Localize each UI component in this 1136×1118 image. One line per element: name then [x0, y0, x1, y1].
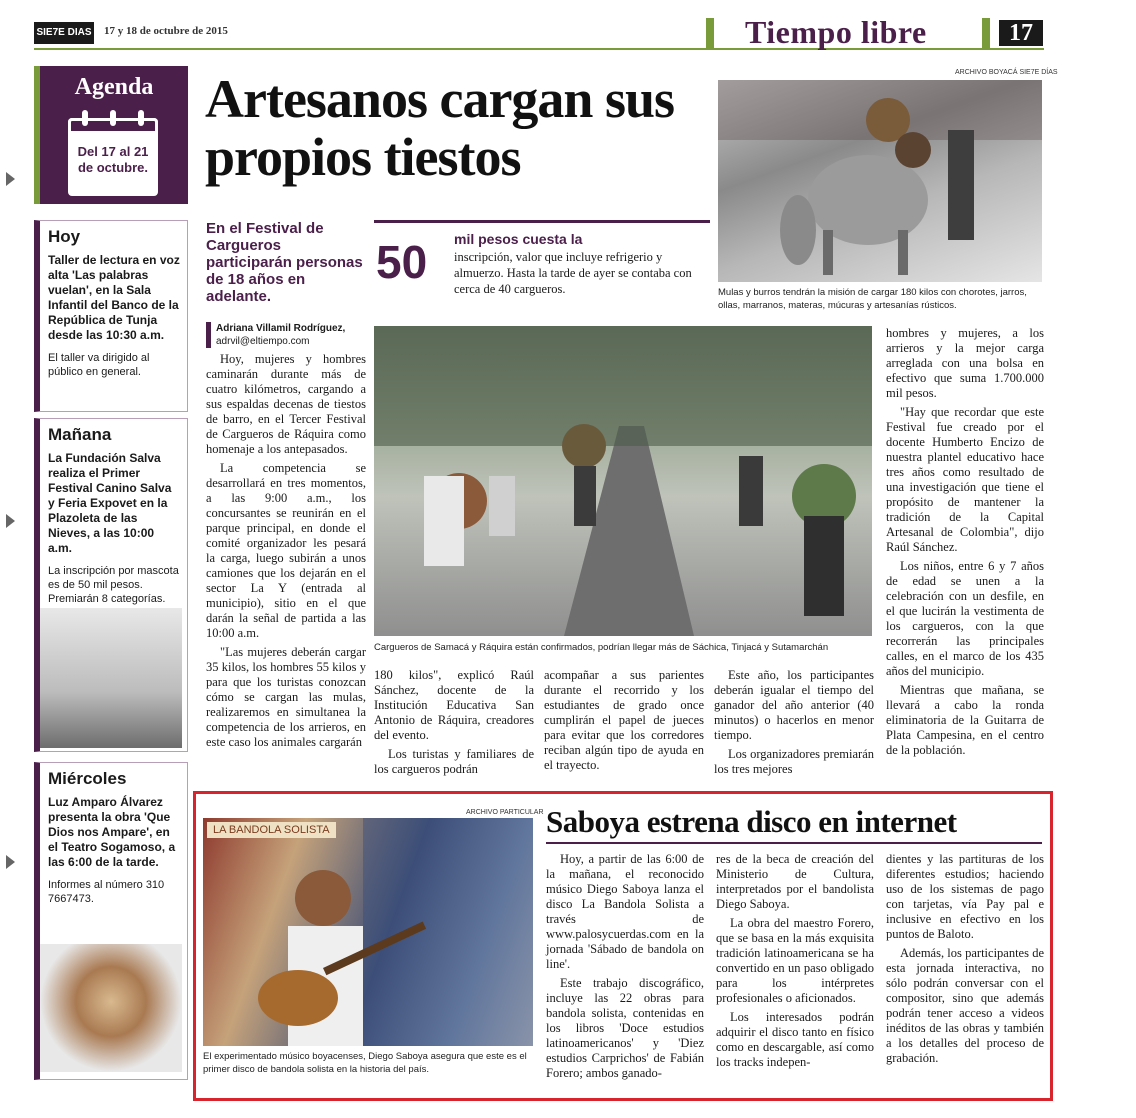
agenda-day: Mañana — [48, 425, 112, 444]
paper-name: SIE7E DIAS — [34, 22, 94, 44]
article-column-5 — [886, 326, 1044, 762]
paragraph: Los turistas y familiares de los cargueros podrán — [374, 747, 534, 776]
byline — [206, 322, 371, 348]
paragraph: Mientras que mañana, se llevará a cabo la ronda eliminatoria de la Guitarra de Plata Campesina, en el centro de la población. — [886, 683, 1044, 757]
agenda-body: Taller de lectura en voz alta 'Las palabras vuelan', en la Sala Infantil del Banco de la República de Tunja desde las 10:30 a.m. — [48, 253, 180, 342]
paragraph: hombres y mujeres, a los arrieros y la mejor carga arreglada con una bolsa en efectivo que suma 1.700.000 mil pesos. — [886, 326, 1044, 400]
header-accent — [706, 18, 714, 48]
paragraph: Los niños, entre 6 y 7 años de edad se unen a la celebración con un desfile, en el que lucirán la vestimenta de los cargueros, con la que recorrerán las principales calles, en el marco de los 435 años del municipio. — [886, 559, 1044, 678]
article-headline: Artesanos cargan sus propios tiestos — [205, 69, 675, 187]
stat-number: 50 — [376, 236, 428, 288]
margin-arrow-icon — [6, 172, 15, 186]
paragraph: "Las mujeres deberán cargar 35 kilos, los hombres 55 kilos y para que los turistas conozcan cómo se cargan las mulas, realizaremos en simultanea la competencia de los arrieros, en este caso los animales cargarán — [206, 645, 366, 749]
paragraph: res de la beca de creación del Ministerio de Cultura, interpretados por el bandolista Diego Saboya. — [716, 852, 874, 911]
agenda-body: La Fundación Salva realiza el Primer Festival Canino Salva y Feria Expovet en la Plazoleta de las Nieves, a las 10:00 a.m. — [48, 451, 172, 555]
agenda-note: El taller va dirigido al público en general. — [48, 352, 150, 378]
article-column-4 — [714, 668, 874, 781]
article-column-3 — [544, 668, 704, 777]
paragraph: Este trabajo discográfico, incluye las 22 obras para bandola solista, contenidas en los libros 'Doce estudios latinoamericanos' y 'Diez estudios Carprichos' de Fabián Forero; ambos ganado- — [546, 976, 704, 1080]
paragraph: Este año, los participantes deberán igualar el tiempo del ganador del año anterior (40 minutos) o hacerlos en menor tiempo. — [714, 668, 874, 742]
agenda-body: Luz Amparo Álvarez presenta la obra 'Que Dios nos Ampare', en el Teatro Sogamoso, a las 6:00 de la tarde. — [48, 795, 176, 869]
agenda-day: Hoy — [48, 227, 81, 246]
paragraph: Los organizadores premiarán los tres mejores — [714, 747, 874, 776]
margin-arrow-icon — [6, 514, 15, 528]
agenda-item-hoy — [34, 220, 188, 412]
paragraph: acompañar a sus parientes durante el recorrido y los estudiantes de grado once cumplirán el papel de jueces para evitar que los corredores reciban algún tipo de ayuda en el trayecto. — [544, 668, 704, 772]
paragraph: Los interesados podrán adquirir el disco tanto en físico como en descargable, así como los tracks indepen- — [716, 1010, 874, 1069]
agenda-note: La inscripción por mascota es de 50 mil pesos. Premiarán 8 categorías. — [48, 565, 179, 605]
margin-arrow-icon — [6, 855, 15, 869]
box-column-1 — [546, 852, 704, 1085]
musician-photo — [203, 818, 533, 1046]
actress-photo — [40, 944, 182, 1072]
box-column-3 — [886, 852, 1044, 1070]
article-column-2 — [374, 668, 534, 781]
cargueros-photo — [374, 326, 872, 636]
mules-photo — [718, 80, 1042, 282]
box-column-2 — [716, 852, 874, 1074]
photo-credit: ARCHIVO BOYACÁ SIE7E DÍAS — [955, 69, 1058, 76]
section-accent — [982, 18, 990, 48]
paragraph: Además, los participantes de esta jornada interactiva, no sólo podrán conversar con el compositor, sino que además podrán tener acceso a videos inéditos de las obras y también a los detalles del proceso de grabación. — [886, 946, 1044, 1065]
page-number: 17 — [999, 20, 1043, 46]
box-title-rule — [546, 842, 1042, 844]
agenda-header — [34, 66, 188, 204]
paragraph: Hoy, mujeres y hombres caminarán durante más de cuatro kilómetros, cargando a sus espaldas decenas de tiestos de barro, en el Tercer Festival de Cargueros de Ráquira como homenaje a los antepasados. — [206, 352, 366, 456]
section-title: Tiempo libre — [745, 14, 927, 50]
paragraph: dientes y las partituras de los diferentes estudios; haciendo uso de los sistemas de pago con tarjetas, vía Pay pal e inclusive en efectivo en los puntos de Baloto. — [886, 852, 1044, 941]
dog-photo — [40, 608, 182, 748]
issue-date: 17 y 18 de octubre de 2015 — [104, 25, 228, 37]
stat-callout — [374, 220, 710, 300]
photo-sign: LA BANDOLA SOLISTA — [207, 822, 336, 838]
page-header — [34, 18, 714, 48]
agenda-title: Agenda — [74, 74, 154, 100]
agenda-day: Miércoles — [48, 769, 127, 788]
paragraph: La competencia se desarrollará en tres momentos, a las 9:00 a.m., los concursantes se reunirán en el parque principal, en donde el comité organizador les pesará la carga, luego subirán a unos camiones que los dejarán en el sector La Y (entrada al municipio), sitio en el que darán la señal de partida a las 10:00 a.m. — [206, 461, 366, 640]
agenda-dates: Del 17 al 21 de octubre. — [77, 144, 149, 175]
box-headline: Saboya estrena disco en internet — [546, 804, 957, 839]
photo-caption: Mulas y burros tendrán la misión de cargar 180 kilos con chorotes, jarros, ollas, marranos, materas, múcuras y artesanías rústicos. — [718, 287, 1027, 311]
paragraph: Hoy, a partir de las 6:00 de la mañana, el reconocido músico Diego Saboya lanza el disco La Bandola Solista a través de www.palosycuerdas.com en la jornada 'Sábado de bandola on line'. — [546, 852, 704, 971]
paragraph: 180 kilos", explicó Raúl Sánchez, docente de la Institución Educativa San Antonio de Ráquira, creadores del evento. — [374, 668, 534, 742]
photo-caption: Cargueros de Samacá y Ráquira están confirmados, podrían llegar más de Sáchica, Tinjacá y Sutamarchán — [374, 642, 829, 653]
author-email: adrvil@eltiempo.com — [216, 336, 310, 347]
stat-label: mil pesos cuesta la — [454, 231, 583, 247]
calendar-icon — [68, 118, 158, 196]
article-column-1 — [206, 352, 366, 754]
article-subhead: En el Festival de Cargueros participarán personas de 18 años en adelante. — [206, 220, 363, 305]
paragraph: La obra del maestro Forero, que se basa en la más exquisita tradición latinoamericana se ha convertido en un paso obligado para los intérpretes profesionales o aficionados. — [716, 916, 874, 1005]
agenda-note: Informes al número 310 7667473. — [48, 879, 165, 905]
paragraph: "Hay que recordar que este Festival fue creado por el docente Humberto Encizo de nuestra plantel educativo hace tres años como resultado de una investigación que tiene el propósito de mantener la tradición de la Capital Artesanal de Colombia", dijo Raúl Sánchez. — [886, 405, 1044, 554]
photo-credit: ARCHIVO PARTICULAR — [466, 809, 544, 816]
stat-text: inscripción, valor que incluye refrigerio y almuerzo. Hasta la tarde de ayer se contaba con cerca de 40 cargueros. — [454, 250, 692, 296]
author-name: Adriana Villamil Rodríguez, — [216, 323, 346, 334]
photo-caption: El experimentado músico boyacenses, Diego Saboya asegura que este es el primer disco de bandola solista en la historia del país. — [203, 1051, 527, 1075]
